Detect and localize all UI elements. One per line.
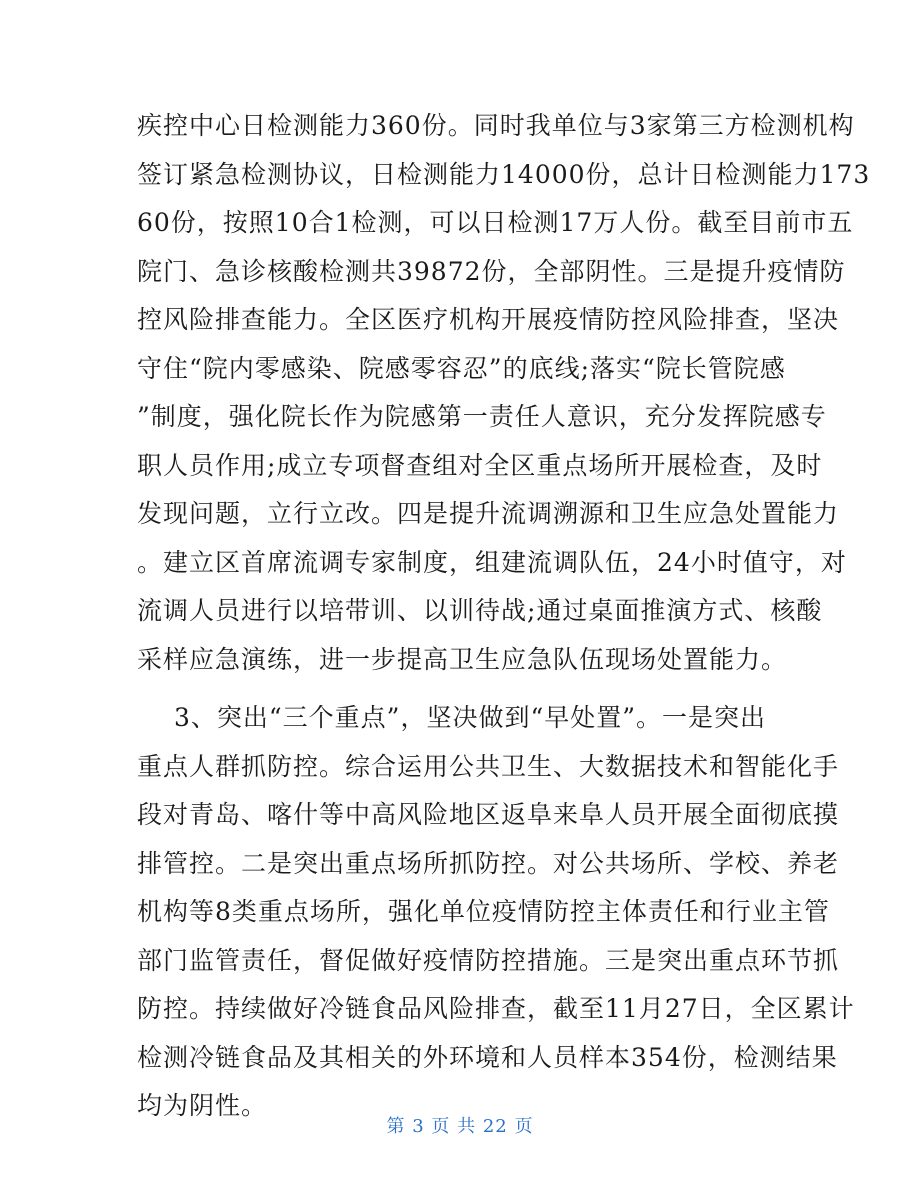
paragraph-2-line: 3、突出“三个重点”，坚决做到“早处置”。一是突出: [174, 703, 767, 732]
paragraph-2-line: 防控。持续做好冷链食品风险排查，截至11月27日，全区累计: [137, 994, 855, 1023]
paragraph-2-line: 段对青岛、喀什等中高风险地区返阜来阜人员开展全面彻底摸: [137, 800, 840, 829]
paragraph-gap: [137, 684, 797, 694]
paragraph-2-line: 均为阴性。: [137, 1091, 268, 1120]
paragraph-2-line: 重点人群抓防控。综合运用公共卫生、大数据技术和智能化手: [137, 751, 840, 781]
document-body: [137, 102, 871, 1131]
paragraph-1-line: 60份，按照10合1检测，可以日检测17万人份。截至目前市五: [137, 208, 854, 237]
paragraph-2-line: 排管控。二是突出重点场所抓防控。对公共场所、学校、养老: [137, 848, 840, 878]
page-number-footer: 第 3 页 共 22 页: [386, 1116, 534, 1137]
paragraph-1-line: 。建立区首席流调专家制度，组建流调队伍，24小时值守，对: [137, 547, 847, 577]
paragraph-1-line: 发现问题，立行立改。四是提升流调溯源和卫生应急处置能力: [137, 499, 840, 528]
paragraph-1-line: 签订紧急检测协议，日检测能力14000份，总计日检测能力173: [137, 159, 871, 189]
paragraph-1-line: 疾控中心日检测能力360份。同时我单位与3家第三方检测机构: [137, 111, 855, 140]
paragraph-1-line: 院门、急诊核酸检测共39872份，全部阴性。三是提升疫情防: [137, 256, 846, 286]
paragraph-1-line: ”制度，强化院长作为院感第一责任人意识，充分发挥院感专: [137, 402, 827, 431]
paragraph-2-line: 检测冷链食品及其相关的外环境和人员样本354份，检测结果: [137, 1042, 838, 1072]
paragraph-1-line: 控风险排查能力。全区医疗机构开展疫情防控风险排查，坚决: [137, 305, 840, 334]
paragraph-2-line: 部门监管责任，督促做好疫情防控措施。三是突出重点环节抓: [137, 945, 840, 975]
paragraph-1-line: 采样应急演练，进一步提高卫生应急队伍现场处置能力。: [137, 644, 788, 674]
paragraph-2-line: 机构等8类重点场所，强化单位疫情防控主体责任和行业主管: [137, 897, 830, 926]
paragraph-1-line: 守住“院内零感染、院感零容忍”的底线;落实“院长管院感: [137, 353, 786, 383]
paragraph-1-line: 流调人员进行以培带训、以训待战;通过桌面推演方式、核酸: [137, 596, 823, 625]
paragraph-1-line: 职人员作用;成立专项督查组对全区重点场所开展检查，及时: [137, 450, 823, 480]
